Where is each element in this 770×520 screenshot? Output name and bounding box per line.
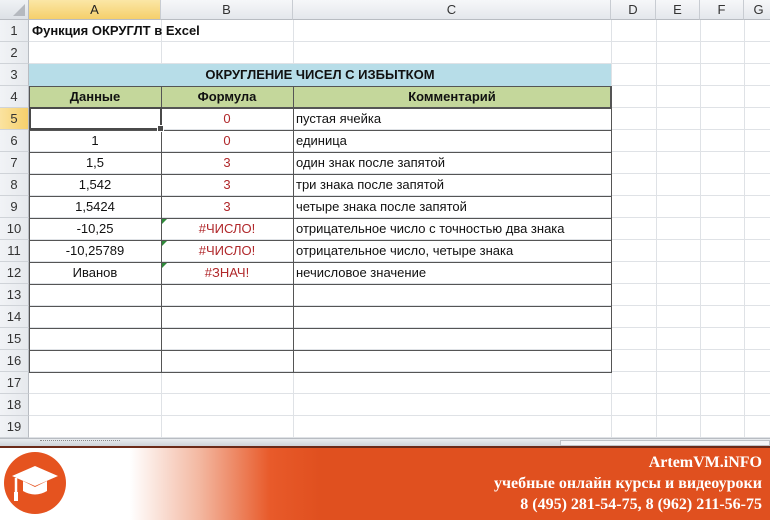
table-border <box>29 306 612 307</box>
error-indicator-icon[interactable] <box>162 263 167 268</box>
cell-formula[interactable]: 0 <box>223 133 231 148</box>
cell-data[interactable]: 1 <box>91 133 99 148</box>
row-header[interactable]: 3 <box>0 64 29 86</box>
cell-data[interactable]: 1,5424 <box>75 199 115 214</box>
row-header-selected[interactable]: 5 <box>0 108 29 130</box>
row-header[interactable]: 7 <box>0 152 29 174</box>
cell-comment[interactable]: пустая ячейка <box>296 111 382 126</box>
cell-data[interactable]: 1,5 <box>85 155 105 170</box>
cell-comment[interactable]: три знака после запятой <box>296 177 445 192</box>
error-indicator-icon[interactable] <box>162 241 167 246</box>
column-header-a[interactable]: A <box>29 0 161 20</box>
column-header-g[interactable]: G <box>744 0 770 20</box>
header-data[interactable]: Данные <box>69 89 121 104</box>
row-header[interactable]: 16 <box>0 350 29 372</box>
row-header[interactable]: 6 <box>0 130 29 152</box>
header-formula[interactable]: Формула <box>197 89 257 104</box>
cell-comment[interactable]: отрицательное число с точностью два знака <box>296 221 565 236</box>
column-header-f[interactable]: F <box>700 0 744 20</box>
row-header[interactable]: 1 <box>0 20 29 42</box>
row-header[interactable]: 19 <box>0 416 29 438</box>
cell-comment[interactable]: один знак после запятой <box>296 155 446 170</box>
select-all-button[interactable] <box>0 0 29 20</box>
row-header[interactable]: 18 <box>0 394 29 416</box>
gridline <box>29 415 770 416</box>
cell-formula[interactable]: 0 <box>223 111 231 126</box>
row-header[interactable]: 9 <box>0 196 29 218</box>
cell-data[interactable] <box>29 108 161 130</box>
column-header-e[interactable]: E <box>656 0 700 20</box>
sheet-nav-buttons[interactable] <box>40 440 120 445</box>
cell-comment[interactable]: отрицательное число, четыре знака <box>296 243 514 258</box>
header-comment[interactable]: Комментарий <box>408 89 496 104</box>
cell-formula[interactable]: 3 <box>223 177 231 192</box>
row-header[interactable]: 13 <box>0 284 29 306</box>
cell-formula[interactable]: 3 <box>223 199 231 214</box>
site-name[interactable]: ArtemVM.iNFO <box>648 454 762 471</box>
table-border <box>29 350 612 351</box>
row-header[interactable]: 4 <box>0 86 29 108</box>
tagline: учебные онлайн курсы и видеоуроки <box>493 475 762 492</box>
cell-comment[interactable]: четыре знака после запятой <box>296 199 467 214</box>
table-border <box>611 86 612 373</box>
row-header[interactable]: 8 <box>0 174 29 196</box>
error-indicator-icon[interactable] <box>162 219 167 224</box>
cell-formula[interactable]: 3 <box>223 155 231 170</box>
column-header-b[interactable]: B <box>161 0 293 20</box>
row-header[interactable]: 14 <box>0 306 29 328</box>
column-header-c[interactable]: C <box>293 0 611 20</box>
cell-data[interactable]: 1,542 <box>78 177 112 192</box>
cell-formula[interactable]: #ЗНАЧ! <box>204 265 250 280</box>
cell-comment[interactable]: нечисловое значение <box>296 265 427 280</box>
graduation-cap-icon <box>4 452 66 514</box>
cell-data[interactable]: -10,25789 <box>65 243 125 258</box>
cell-data[interactable]: -10,25 <box>76 221 114 236</box>
row-header[interactable]: 12 <box>0 262 29 284</box>
cell-comment[interactable]: единица <box>296 133 347 148</box>
sheet-title-cell[interactable]: Функция ОКРУГЛТ в Excel <box>32 23 200 38</box>
table-border <box>29 328 612 329</box>
row-header[interactable]: 10 <box>0 218 29 240</box>
column-header-d[interactable]: D <box>611 0 656 20</box>
gridline <box>744 20 745 438</box>
row-header[interactable]: 17 <box>0 372 29 394</box>
gridline <box>656 20 657 438</box>
brand-block <box>494 452 762 515</box>
cell-data[interactable]: Иванов <box>72 265 118 280</box>
row-header[interactable]: 15 <box>0 328 29 350</box>
row-header[interactable]: 2 <box>0 42 29 64</box>
cell-formula[interactable]: #ЧИСЛО! <box>198 243 256 258</box>
row-header[interactable]: 11 <box>0 240 29 262</box>
gridline <box>29 393 770 394</box>
table-border <box>29 284 612 285</box>
gridline <box>700 20 701 438</box>
sheet-tab-bar <box>0 438 770 446</box>
cell-formula[interactable]: #ЧИСЛО! <box>198 221 256 236</box>
table-title[interactable]: ОКРУГЛЕНИЕ ЧИСЕЛ С ИЗБЫТКОМ <box>29 64 611 86</box>
phone-numbers: 8 (495) 281-54-75, 8 (962) 211-56-75 <box>520 496 762 513</box>
table-border <box>29 372 612 373</box>
